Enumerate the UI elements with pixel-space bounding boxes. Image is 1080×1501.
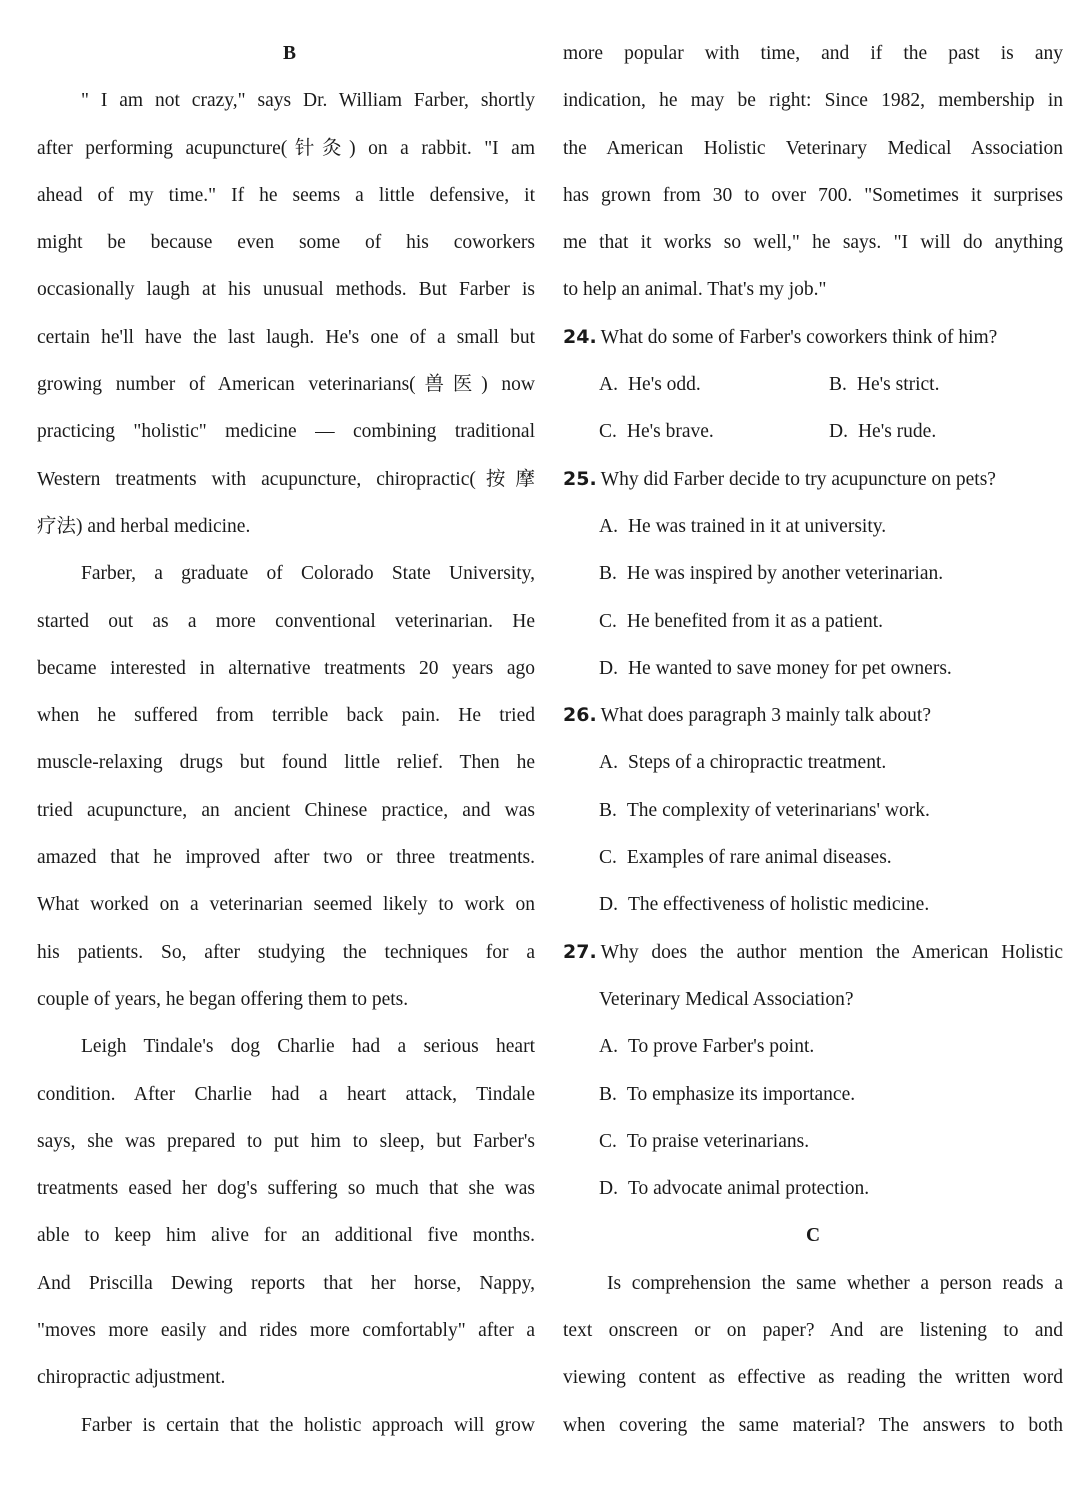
text-line: Western treatments with acupuncture, chiropractic(按摩 xyxy=(37,468,535,490)
option-b[interactable] xyxy=(563,787,1063,834)
option-letter: B. xyxy=(829,374,847,396)
text-line: And Priscilla Dewing reports that her horse, Nappy, xyxy=(37,1272,535,1294)
text-line: tried acupuncture, an ancient Chinese practice, and was xyxy=(37,799,535,821)
option-letter: A. xyxy=(599,752,618,774)
section-b-heading: B xyxy=(282,43,296,64)
option-d[interactable] xyxy=(829,408,1059,455)
question-number: 26. xyxy=(563,704,597,727)
option-letter: D. xyxy=(599,894,618,916)
text-line: amazed that he improved after two or three treatments. xyxy=(37,847,535,869)
text-line: "moves more easily and rides more comfortably" after a xyxy=(37,1320,535,1342)
text-line: started out as a more conventional veterinarian. He xyxy=(37,610,535,632)
text-line: more popular with time, and if the past is any xyxy=(563,43,1063,64)
option-text: To prove Farber's point. xyxy=(627,1036,815,1058)
question-24 xyxy=(563,314,1063,456)
option-text: To advocate animal protection. xyxy=(627,1178,870,1200)
text-line: Leigh Tindale's dog Charlie had a serious heart xyxy=(81,1036,535,1058)
option-letter: A. xyxy=(599,374,618,396)
text-line: certain he'll have the last laugh. He's one of a small but xyxy=(37,326,535,348)
option-text: He's brave. xyxy=(626,421,714,443)
option-letter: A. xyxy=(599,515,618,537)
text-line: treatments eased her dog's suffering so much that she was xyxy=(37,1178,535,1200)
option-a[interactable] xyxy=(563,739,1063,786)
option-text: He's rude. xyxy=(857,421,937,443)
option-text: He was trained in it at university. xyxy=(627,515,887,537)
text-line: growing number of American veterinarians(兽医) now xyxy=(37,374,535,396)
option-letter: B. xyxy=(599,563,617,585)
question-stem xyxy=(563,456,1063,503)
option-c[interactable] xyxy=(599,408,829,455)
text-line: when covering the same material? The answers to both xyxy=(563,1414,1063,1436)
question-stem xyxy=(563,929,1063,976)
option-d[interactable] xyxy=(563,1165,1063,1212)
text-line: What worked on a veterinarian seemed likely to work on xyxy=(37,894,535,916)
text-line: to help an animal. That's my job." xyxy=(563,279,827,301)
left-column xyxy=(37,30,535,1449)
option-letter: D. xyxy=(599,657,618,679)
text-line: me that it works so well," he says. "I will do anything xyxy=(563,232,1063,254)
question-number: 27. xyxy=(563,940,597,963)
text-line: ahead of my time." If he seems a little defensive, it xyxy=(37,184,535,206)
passage-b-paragraph-3 xyxy=(37,1023,535,1401)
option-text: He wanted to save money for pet owners. xyxy=(627,657,952,679)
option-text: Steps of a chiropractic treatment. xyxy=(627,752,887,774)
text-line: Is comprehension the same whether a person reads a xyxy=(607,1272,1063,1294)
option-text: Examples of rare animal diseases. xyxy=(626,847,892,869)
question-25 xyxy=(563,456,1063,692)
text-line: might be because even some of his coworkers xyxy=(37,232,535,254)
section-c-heading: C xyxy=(805,1225,821,1247)
option-text: He's strict. xyxy=(856,374,940,396)
options-row xyxy=(563,361,1063,408)
option-b[interactable] xyxy=(563,1071,1063,1118)
option-c[interactable] xyxy=(563,1118,1063,1165)
question-number: 24. xyxy=(563,325,597,348)
option-d[interactable] xyxy=(563,881,1063,928)
text-line: indication, he may be right: Since 1982, membership in xyxy=(563,90,1063,112)
text-line: Farber is certain that the holistic approach will grow xyxy=(81,1414,535,1436)
option-a[interactable] xyxy=(599,361,829,408)
text-line: when he suffered from terrible back pain. He tried xyxy=(37,705,535,727)
passage-b-paragraph-1 xyxy=(37,77,535,550)
text-line: chiropractic adjustment. xyxy=(37,1367,226,1389)
text-line: has grown from 30 to over 700. "Sometimes it surprises xyxy=(563,184,1063,206)
text-line: became interested in alternative treatments 20 years ago xyxy=(37,657,535,679)
option-a[interactable] xyxy=(563,503,1063,550)
question-stem xyxy=(563,314,1063,361)
text-line: able to keep him alive for an additional five months. xyxy=(37,1225,535,1247)
option-letter: A. xyxy=(599,1036,618,1058)
text-line: Farber, a graduate of Colorado State University, xyxy=(81,563,535,585)
option-letter: C. xyxy=(599,421,617,443)
text-line: muscle-relaxing drugs but found little relief. Then he xyxy=(37,752,535,774)
option-letter: B. xyxy=(599,799,617,821)
option-text: He's odd. xyxy=(627,374,701,396)
text-line: after performing acupuncture(针灸) on a rabbit. "I am xyxy=(37,137,535,159)
text-line: his patients. So, after studying the techniques for a xyxy=(37,941,535,963)
option-text: He benefited from it as a patient. xyxy=(626,610,883,632)
text-line: the American Holistic Veterinary Medical Association xyxy=(563,137,1063,159)
option-letter: C. xyxy=(599,1130,617,1152)
text-line: condition. After Charlie had a heart attack, Tindale xyxy=(37,1083,535,1105)
text-line: text onscreen or on paper? And are listening to and xyxy=(563,1320,1063,1342)
option-letter: C. xyxy=(599,847,617,869)
option-c[interactable] xyxy=(563,834,1063,881)
option-text: To praise veterinarians. xyxy=(626,1130,810,1152)
question-text: Why did Farber decide to try acupuncture on pets? xyxy=(600,468,996,490)
question-text-continued: Veterinary Medical Association? xyxy=(599,988,854,1010)
option-letter: B. xyxy=(599,1083,617,1105)
passage-b-paragraph-4 xyxy=(37,1402,535,1449)
text-line: 疗法) and herbal medicine. xyxy=(37,515,251,537)
text-line: couple of years, he began offering them to pets. xyxy=(37,988,409,1010)
text-line: practicing "holistic" medicine — combining traditional xyxy=(37,421,535,443)
text-line: viewing content as effective as reading the written word xyxy=(563,1367,1063,1389)
question-26 xyxy=(563,692,1063,928)
options-row xyxy=(563,408,1063,455)
option-text: He was inspired by another veterinarian. xyxy=(626,563,944,585)
passage-b-paragraph-4-continued xyxy=(563,30,1063,314)
option-text: The complexity of veterinarians' work. xyxy=(626,799,930,821)
right-column xyxy=(563,30,1063,1449)
option-letter: D. xyxy=(599,1178,618,1200)
question-text: Why does the author mention the American Holistic xyxy=(600,941,1063,963)
option-c[interactable] xyxy=(563,598,1063,645)
question-text: What does paragraph 3 mainly talk about? xyxy=(600,705,931,727)
question-text: What do some of Farber's coworkers think of him? xyxy=(600,326,998,348)
option-b[interactable] xyxy=(829,361,1059,408)
passage-c-paragraph-1 xyxy=(563,1260,1063,1449)
question-stem xyxy=(563,692,1063,739)
option-d[interactable] xyxy=(563,645,1063,692)
passage-b-paragraph-2 xyxy=(37,550,535,1023)
option-b[interactable] xyxy=(563,550,1063,597)
option-a[interactable] xyxy=(563,1023,1063,1070)
option-letter: C. xyxy=(599,610,617,632)
option-text: To emphasize its importance. xyxy=(626,1083,856,1105)
text-line: says, she was prepared to put him to sleep, but Farber's xyxy=(37,1130,535,1152)
option-text: The effectiveness of holistic medicine. xyxy=(627,894,930,916)
question-27 xyxy=(563,929,1063,1213)
question-number: 25. xyxy=(563,467,597,490)
text-line: occasionally laugh at his unusual methods. But Farber is xyxy=(37,279,535,301)
option-letter: D. xyxy=(829,421,848,443)
text-line: " I am not crazy," says Dr. William Farber, shortly xyxy=(81,90,535,112)
